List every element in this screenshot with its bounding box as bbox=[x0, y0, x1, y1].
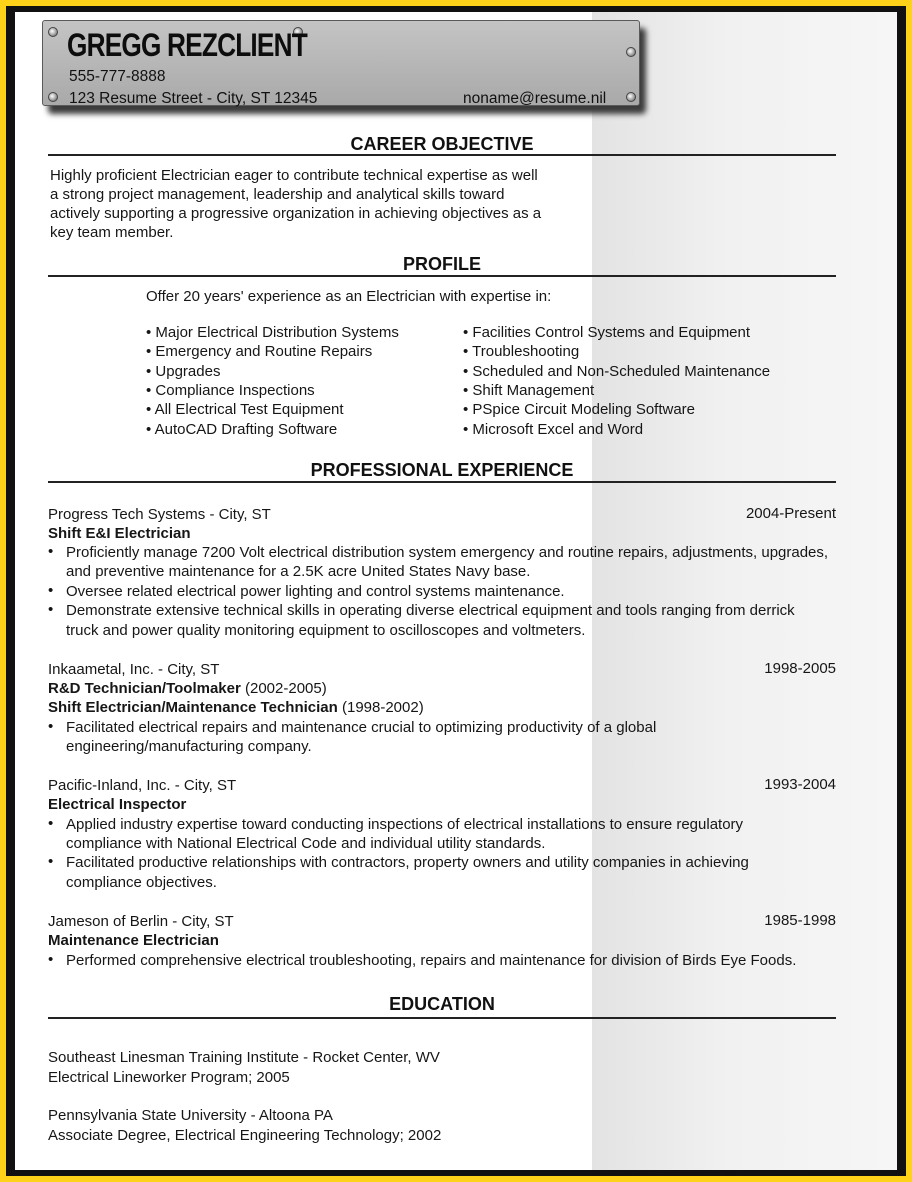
skill-item: • Facilities Control Systems and Equipment bbox=[463, 324, 751, 341]
job-title: Electrical Inspector bbox=[48, 796, 187, 813]
job-bullet: Applied industry expertise toward conducting inspections of electrical installations to ensure regulatory bbox=[66, 816, 744, 833]
company: Jameson of Berlin - City, ST bbox=[48, 913, 234, 930]
screw-icon bbox=[626, 92, 636, 102]
job-title: Maintenance Electrician bbox=[48, 932, 219, 949]
job-years: 2004-Present bbox=[745, 505, 836, 522]
resume-page: GREGG REZCLIENT 555-777-8888 123 Resume Street - City, ST 12345 noname@resume.nil CAREER OBJECTIVE Highly proficient Electrician eager to contribute technical expertise as well a strong project management, leadership and analytical skills toward actively supporting a progressive organization in achieving objectives as a key team member. PROFILE Offer 20 years' experience as an Electrician with expertise in: • Major Electrical Distribution Systems • Emergency and Routine Repairs • Upgrades • Compliance Inspections • All Electrical Test Equipment • AutoCAD Drafting Software • Facilities Control Systems and Equipment • Troubleshooting • Scheduled and Non-Scheduled Maintenance • Shift Management • PSpice Circuit Modeling Software • Microsoft Excel and Word PROFESSIONAL EXPERIENCE Progress Tech Systems - City, ST 2004-Present Shift E&I Electrician • Proficiently manage 7200 Volt electrical distribution system emergency and routine repairs, adjustments, upgrades, and preventive maintenance for a 2.5K acre United States Navy base. • Oversee related electrical power lighting and control systems maintenance. • Demonstrate extensive technical skills in operating diverse electrical equipment and tools ranging from derrick truck and power quality monitoring equipment to oscilloscopes and voltmeters. Inkaametal, Inc. - City, ST 1998-2005 R&D Technician/Toolmaker (2002-2005) Shift Electrician/Maintenance Technician (1998-2002) • Facilitated electrical repairs and maintenance crucial to optimizing productivity of a global engineering/manufacturing company. Pacific-Inland, Inc. - City, ST 1993-2004 Electrical Inspector • Applied industry expertise toward conducting inspections of electrical installations to ensure regulatory compliance with National Electrical Code and individual utility standards. • Facilitated productive relationships with contractors, property owners and utility companies in achieving compliance objectives. Jameson of Berlin - City, ST 1985-1998 Maintenance Electrician • Performed comprehensive electrical troubleshooting, repairs and maintenance for division of Birds Eye Foods. EDUCATION Southeast Linesman Training Institute - Rocket Center, WV Electrical Lineworker Program; 2005 Pennsylvania State University - Altoona PA Associate Degree, Electrical Engineering Technology; 2002 bbox=[15, 12, 897, 1170]
skill-item: • Emergency and Routine Repairs bbox=[146, 343, 373, 360]
header-plate bbox=[42, 20, 646, 108]
skill-item: • Scheduled and Non-Scheduled Maintenance bbox=[463, 363, 771, 380]
job-title-dates: (2002-2005) bbox=[240, 680, 327, 697]
job-title: Shift E&I Electrician bbox=[48, 525, 191, 542]
divider bbox=[48, 481, 836, 483]
company: Pacific-Inland, Inc. - City, ST bbox=[48, 777, 237, 794]
job-years: 1998-2005 bbox=[764, 660, 836, 677]
address: 123 Resume Street - City, ST 12345 bbox=[69, 90, 318, 107]
skill-item: • Compliance Inspections bbox=[146, 382, 315, 399]
objective-line: a strong project management, leadership and analytical skills toward bbox=[50, 186, 505, 203]
job-years: 1985-1998 bbox=[764, 912, 836, 929]
school: Pennsylvania State University - Altoona PA bbox=[48, 1107, 333, 1124]
skill-item: • Troubleshooting bbox=[463, 343, 580, 360]
skill-item: • Major Electrical Distribution Systems bbox=[146, 324, 399, 341]
objective-title: CAREER OBJECTIVE bbox=[350, 134, 534, 154]
job-bullet-cont: compliance with National Electrical Code and individual utility standards. bbox=[66, 835, 546, 852]
job-bullet: Proficiently manage 7200 Volt electrical distribution system emergency and routine repairs, adjustments, upgrades, bbox=[66, 544, 829, 561]
objective-line: key team member. bbox=[50, 224, 174, 241]
job-bullet: Oversee related electrical power lighting and control systems maintenance. bbox=[66, 583, 565, 600]
job-bullet: Performed comprehensive electrical troubleshooting, repairs and maintenance for division of Birds Eye Foods. bbox=[66, 952, 797, 969]
program: Electrical Lineworker Program; 2005 bbox=[48, 1069, 290, 1086]
company: Inkaametal, Inc. - City, ST bbox=[48, 661, 220, 678]
screw-icon bbox=[48, 27, 58, 37]
screw-icon bbox=[48, 92, 58, 102]
job-bullet-cont: and preventive maintenance for a 2.5K acre United States Navy base. bbox=[66, 563, 531, 580]
divider bbox=[48, 1017, 836, 1019]
job-bullet: Facilitated productive relationships with contractors, property owners and utility companies in achieving bbox=[66, 854, 749, 871]
skill-item: • Upgrades bbox=[146, 363, 221, 380]
email: noname@resume.nil bbox=[463, 90, 607, 107]
candidate-name: GREGG REZCLIENT bbox=[67, 27, 307, 63]
phone: 555-777-8888 bbox=[69, 68, 166, 85]
job-bullet: Demonstrate extensive technical skills in operating diverse electrical equipment and tools ranging from derrick bbox=[66, 602, 795, 619]
experience-title: PROFESSIONAL EXPERIENCE bbox=[310, 460, 574, 480]
job-years: 1993-2004 bbox=[764, 776, 836, 793]
job-title-dates: (1998-2002) bbox=[337, 699, 424, 716]
objective-line: Highly proficient Electrician eager to contribute technical expertise as well bbox=[50, 167, 538, 184]
skill-item: • Shift Management bbox=[463, 382, 595, 399]
job-title-line bbox=[48, 698, 424, 717]
divider bbox=[48, 275, 836, 277]
skill-item: • All Electrical Test Equipment bbox=[146, 401, 344, 418]
profile-intro: Offer 20 years' experience as an Electrician with expertise in: bbox=[146, 288, 552, 305]
job-bullet-cont: engineering/manufacturing company. bbox=[66, 738, 312, 755]
school: Southeast Linesman Training Institute - Rocket Center, WV bbox=[48, 1049, 440, 1066]
job-bullet-cont: truck and power quality monitoring equipment to oscilloscopes and voltmeters. bbox=[66, 622, 586, 639]
education-title: EDUCATION bbox=[389, 994, 495, 1014]
skill-item: • AutoCAD Drafting Software bbox=[146, 421, 338, 438]
profile-title: PROFILE bbox=[402, 254, 481, 274]
skill-item: • Microsoft Excel and Word bbox=[463, 421, 644, 438]
job-bullet-cont: compliance objectives. bbox=[66, 874, 217, 891]
job-title: R&D Technician/Toolmaker bbox=[48, 680, 241, 697]
company: Progress Tech Systems - City, ST bbox=[48, 506, 271, 523]
skill-item: • PSpice Circuit Modeling Software bbox=[463, 401, 696, 418]
screw-icon bbox=[626, 47, 636, 57]
job-title-line bbox=[48, 679, 327, 698]
job-title: Shift Electrician/Maintenance Technician bbox=[48, 699, 338, 716]
objective-line: actively supporting a progressive organization in achieving objectives as a bbox=[50, 205, 542, 222]
program: Associate Degree, Electrical Engineering Technology; 2002 bbox=[48, 1127, 442, 1144]
job-bullet: Facilitated electrical repairs and maintenance crucial to optimizing productivity of a global bbox=[66, 719, 657, 736]
divider bbox=[48, 154, 836, 156]
